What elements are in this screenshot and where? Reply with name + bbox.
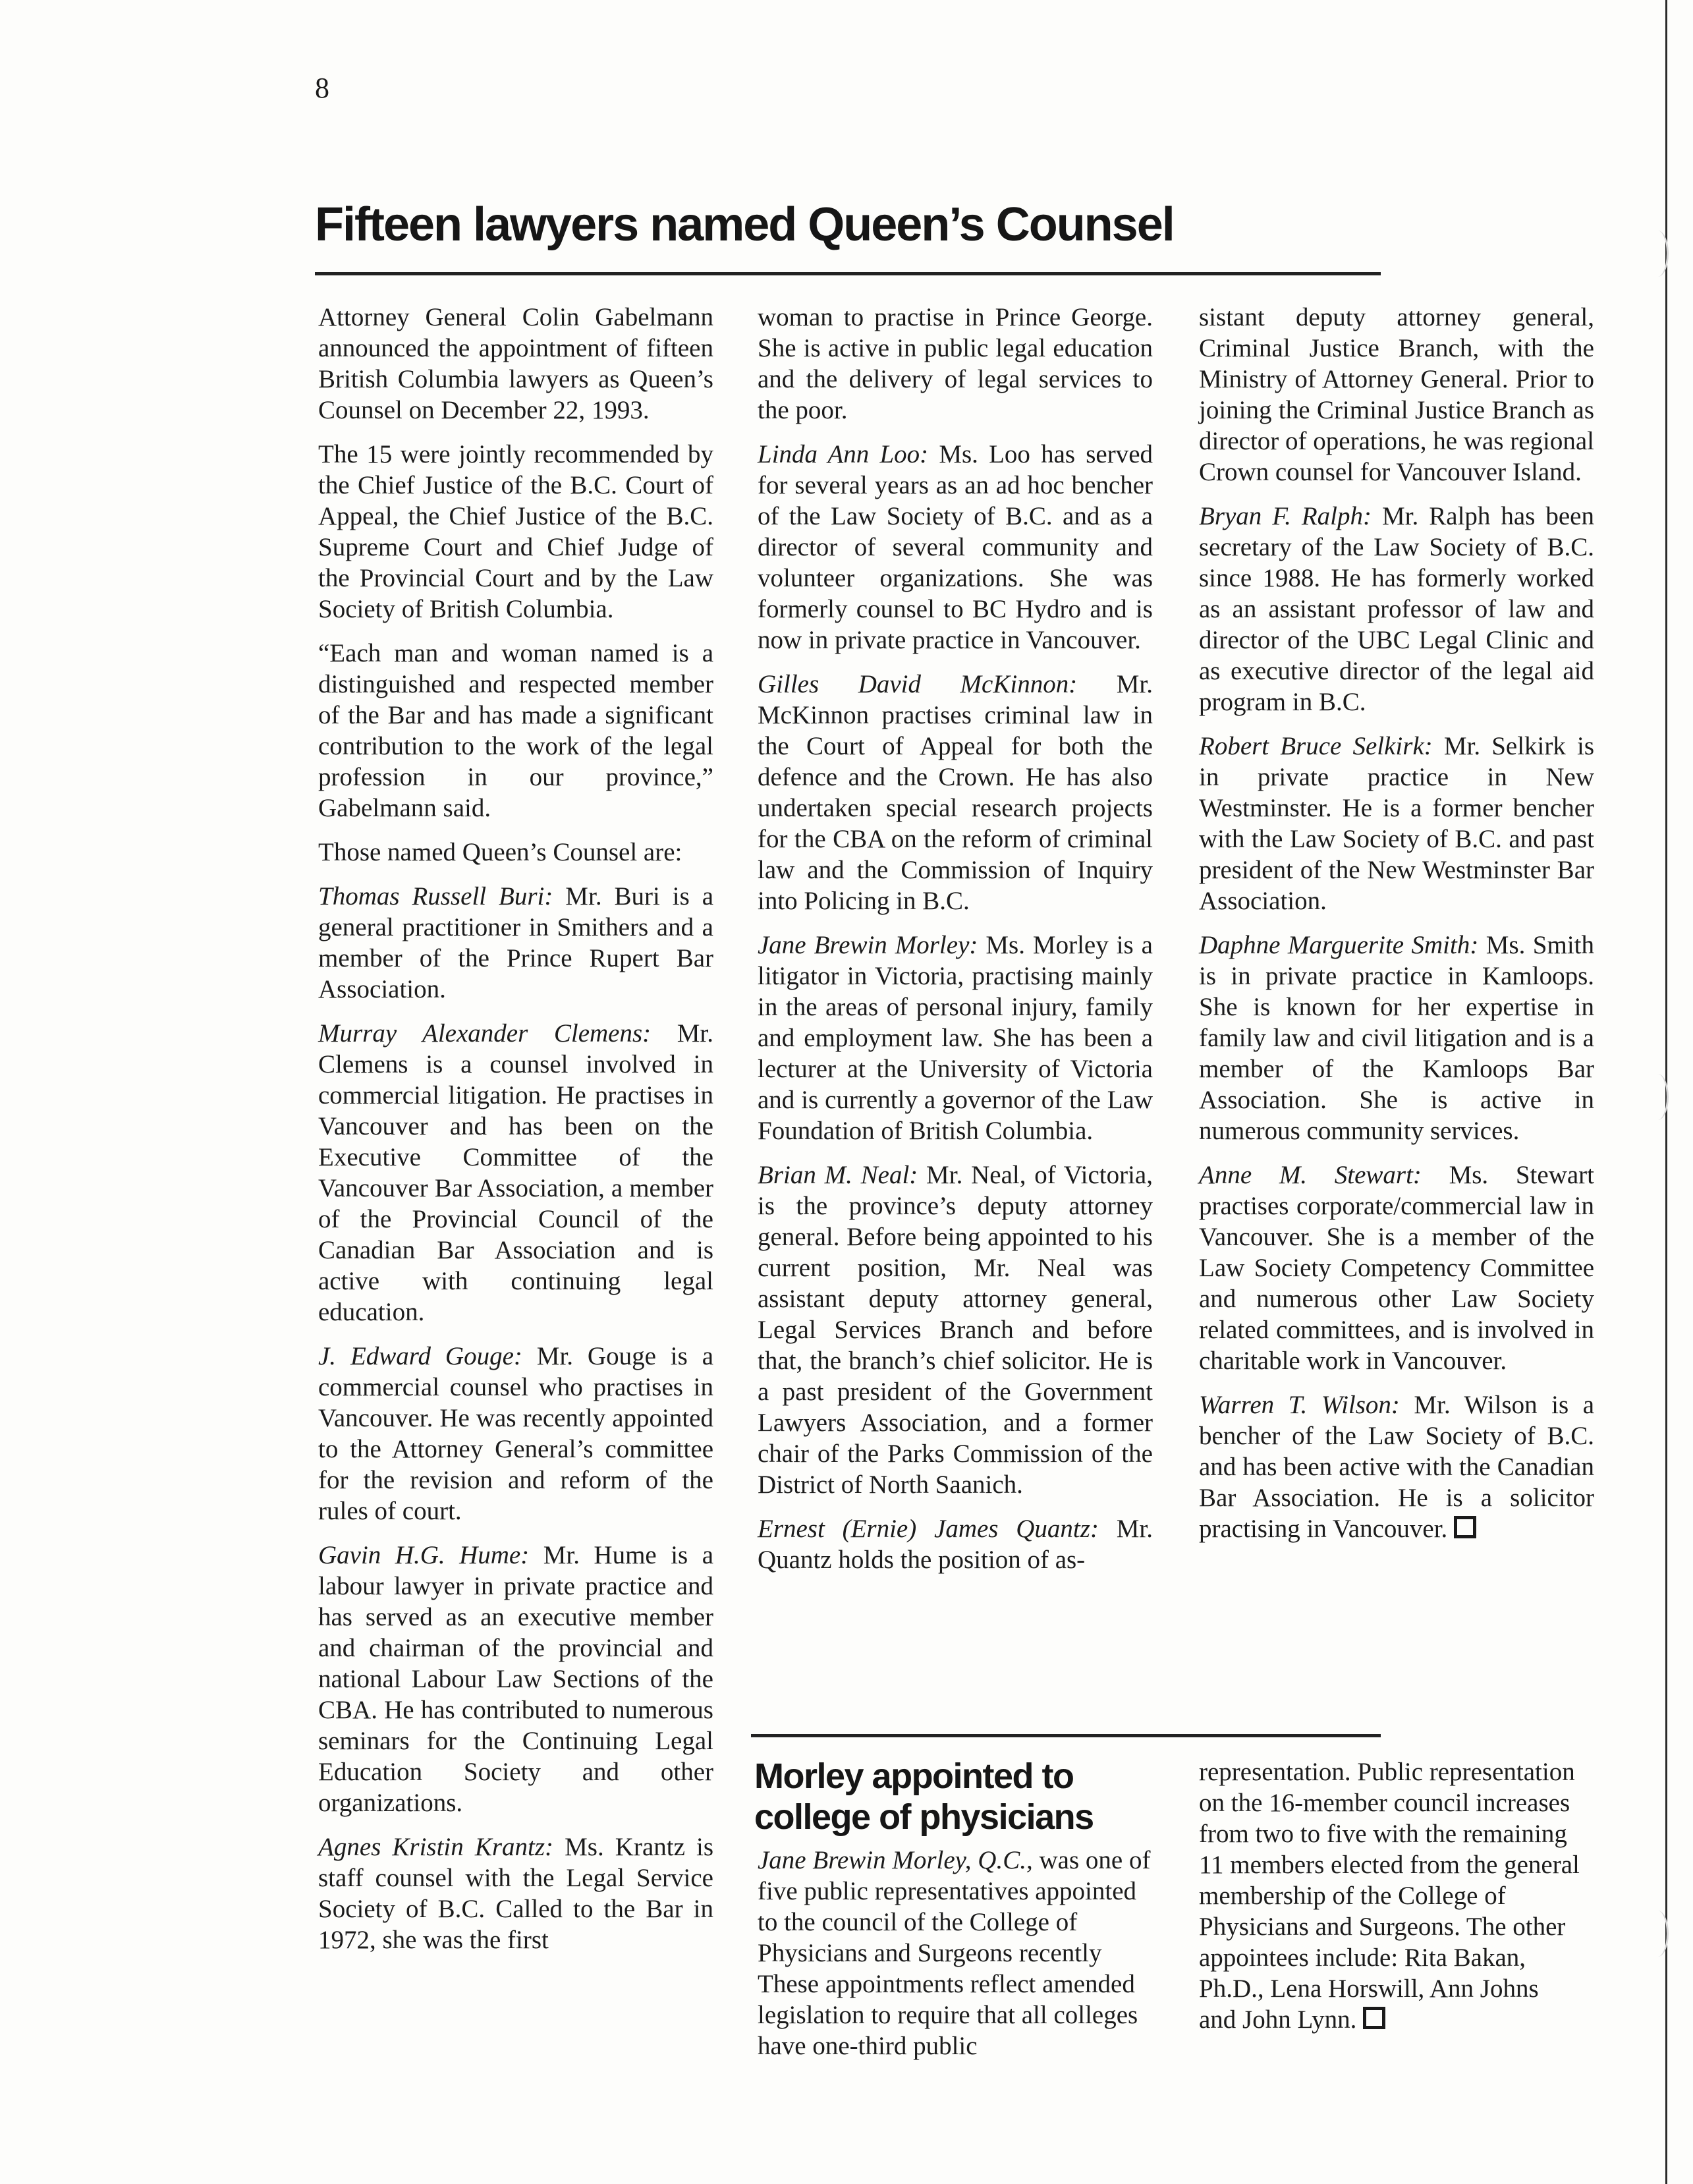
appointee-name: J. Edward Gouge: — [318, 1342, 522, 1370]
appointee-name: Ernest (Ernie) James Quantz: — [758, 1515, 1099, 1543]
binder-hole-icon — [1647, 1074, 1669, 1120]
paragraph: sistant deputy attorney general, Criminal Justice Branch, with the Ministry of Attorney General. Prior to joining the Criminal Justice Branch as director of operations, he was regional Crown counsel for Vancouver Island. — [1199, 303, 1594, 486]
paragraph-text: was one of five public representatives appointed to the council of the College of Physicians and Surgeons recently These appointments reflect amended legislation to require that all colleges have one-third public — [758, 1846, 1151, 2060]
appointee-name: Warren T. Wilson: — [1199, 1391, 1400, 1419]
binder-hole-icon — [1647, 231, 1669, 277]
appointee-name: Thomas Russell Buri: — [318, 882, 553, 910]
appointee-bio: Mr. Ralph has been secretary of the Law Society of B.C. since 1988. He has formerly worked as an assistant professor of law and director of the UBC Legal Clinic and as executive director of the legal aid program in B.C. — [1199, 502, 1594, 716]
appointee-name: Murray Alexander Clemens: — [318, 1019, 652, 1048]
appointee-bio: Ms. Krantz is staff counsel with the Legal Service Society of B.C. Called to the Bar in 1972, she was the first — [318, 1833, 713, 1954]
appointee-bio: Mr. Buri is a general practitioner in Smithers and a member of the Prince Rupert Bar Association. — [318, 882, 714, 1003]
appointee-bio: Mr. Selkirk is in private practice in New Westminster. He is a former bencher with the Law Society of B.C. and past president of the New Westminster Bar Association. — [1199, 732, 1595, 915]
appointee-name: Gilles David McKinnon: — [758, 670, 1078, 698]
sidebar-article-column-2 — [1199, 1756, 1581, 2048]
appointee-name: Linda Ann Loo: — [758, 440, 929, 468]
paragraph: Those named Queen’s Counsel are: — [318, 838, 682, 866]
paragraph — [1199, 1756, 1581, 2035]
end-of-article-icon — [1454, 1516, 1476, 1538]
appointee-bio: Ms. Morley is a litigator in Victoria, practising mainly in the areas of personal injury, family and employment law. She has been a lecturer at the University of Victoria and is currently a governor of the Law Foundation of British Columbia. — [758, 931, 1153, 1145]
appointee-name: Jane Brewin Morley: — [758, 931, 978, 959]
article-column-3 — [1199, 302, 1594, 1557]
appointee-entry — [1199, 731, 1594, 916]
paragraph: The 15 were jointly recommended by the Chief Justice of the B.C. Court of Appeal, the Chief Justice of the B.C. Supreme Court and Chief Judge of the Provincial Court and by the Law Society of British Columbia. — [318, 440, 713, 623]
paragraph — [758, 1845, 1156, 2061]
paragraph: “Each man and woman named is a distinguished and respected member of the Bar and has made a significant contribution to the work of the legal profession in our province,” Gabelmann said. — [318, 639, 713, 822]
sidebar-article-column-1 — [758, 1845, 1156, 2075]
appointee-name: Agnes Kristin Krantz: — [318, 1833, 554, 1861]
paragraph-text: representation. Public representation on the 16-member council increases from two to five with the remaining 11 members elected from the general membership of the College of Physicians and Surgeons. The other appointees include: Rita Bakan, Ph.D., Lena Horswill, Ann Johns and John Lynn. — [1199, 1758, 1580, 2034]
article-column-1 — [318, 302, 713, 1969]
appointee-entry — [1199, 501, 1594, 717]
appointee-entry — [1199, 930, 1594, 1146]
appointee-bio: Mr. Neal, of Victoria, is the province’s deputy attorney general. Before being appointed to his current position, Mr. Neal was assistant deputy attorney general, Legal Services Branch and before that, the branch’s chief solicitor. He is a past president of the Government Lawyers Association, and a former chair of the Parks Commission of the District of North Saanich. — [758, 1161, 1153, 1499]
appointee-entry — [1199, 1389, 1594, 1544]
sidebar-article-headline: Morley appointed to college of physicians — [754, 1756, 1094, 1837]
appointee-entry — [758, 669, 1153, 916]
appointee-bio: Mr. Clemens is a counsel involved in commercial litigation. He practises in Vancouver and has been on the Executive Committee of the Vancouver Bar Association, a member of the Provincial Council of the Canadian Bar Association and is active with continuing legal education. — [318, 1019, 713, 1326]
appointee-entry — [758, 1160, 1153, 1500]
binder-hole-icon — [1647, 1911, 1669, 1957]
end-of-article-icon — [1363, 2007, 1385, 2029]
appointee-entry — [318, 1832, 713, 1955]
appointee-bio: Mr. McKinnon practises criminal law in the Court of Appeal for both the defence and the Crown. He has also undertaken special research projects for the CBA on the reform of criminal law and the Commission of Inquiry into Policing in B.C. — [758, 670, 1153, 915]
appointee-name: Jane Brewin Morley, Q.C., — [758, 1846, 1033, 1874]
appointee-entry — [1199, 1160, 1594, 1376]
appointee-bio: Ms. Smith is in private practice in Kamloops. She is known for her expertise in family law and civil litigation and is a member of the Kamloops Bar Association. She is active in numerous community services. — [1199, 931, 1594, 1145]
appointee-name: Bryan F. Ralph: — [1199, 502, 1372, 530]
appointee-bio: Ms. Loo has served for several years as an ad hoc bencher of the Law Society of B.C. and as a director of several community and volunteer organizations. She was formerly counsel to BC Hydro and is now in private practice in Vancouver. — [758, 440, 1153, 654]
appointee-entry — [318, 1341, 713, 1526]
appointee-name: Anne M. Stewart: — [1199, 1161, 1422, 1189]
appointee-bio: Mr. Wilson is a bencher of the Law Society of B.C. and has been active with the Canadian Bar Association. He is a solicitor practising in Vancouver. — [1199, 1391, 1594, 1543]
article-column-2 — [758, 302, 1153, 1588]
appointee-name: Gavin H.G. Hume: — [318, 1541, 530, 1569]
page-number: 8 — [315, 72, 329, 104]
appointee-bio: Mr. Gouge is a commercial counsel who practises in Vancouver. He was recently appointed to the Attorney General’s committee for the revision and reform of the rules of court. — [318, 1342, 713, 1525]
paragraph: Attorney General Colin Gabelmann announced the appointment of fifteen British Columbia lawyers as Queen’s Counsel on December 22, 1993. — [318, 303, 713, 424]
appointee-name: Robert Bruce Selkirk: — [1199, 732, 1433, 760]
headline-rule — [315, 272, 1381, 275]
appointee-bio: Ms. Stewart practises corporate/commercial law in Vancouver. She is a member of the Law Society Competency Committee and numerous other Law Society related committees, and is involved in charitable work in Vancouver. — [1199, 1161, 1594, 1375]
paragraph: woman to practise in Prince George. She is active in public legal education and the delivery of legal services to the poor. — [758, 303, 1153, 424]
appointee-entry — [318, 1018, 713, 1328]
sidebar-article-rule — [751, 1734, 1381, 1737]
appointee-name: Daphne Marguerite Smith: — [1199, 931, 1479, 959]
appointee-bio: Mr. Hume is a labour lawyer in private practice and has served as an executive member and chairman of the provincial and national Labour Law Sections of the CBA. He has contributed to numerous seminars for the Continuing Legal Education Society and other organizations. — [318, 1541, 713, 1817]
appointee-entry — [758, 1513, 1153, 1575]
appointee-entry — [758, 930, 1153, 1146]
appointee-bio: Mr. Quantz holds the position of as- — [758, 1515, 1153, 1574]
appointee-name: Brian M. Neal: — [758, 1161, 918, 1189]
appointee-entry — [318, 881, 713, 1005]
appointee-entry — [318, 1540, 713, 1818]
appointee-entry — [758, 439, 1153, 656]
article-headline: Fifteen lawyers named Queen’s Counsel — [315, 198, 1174, 251]
